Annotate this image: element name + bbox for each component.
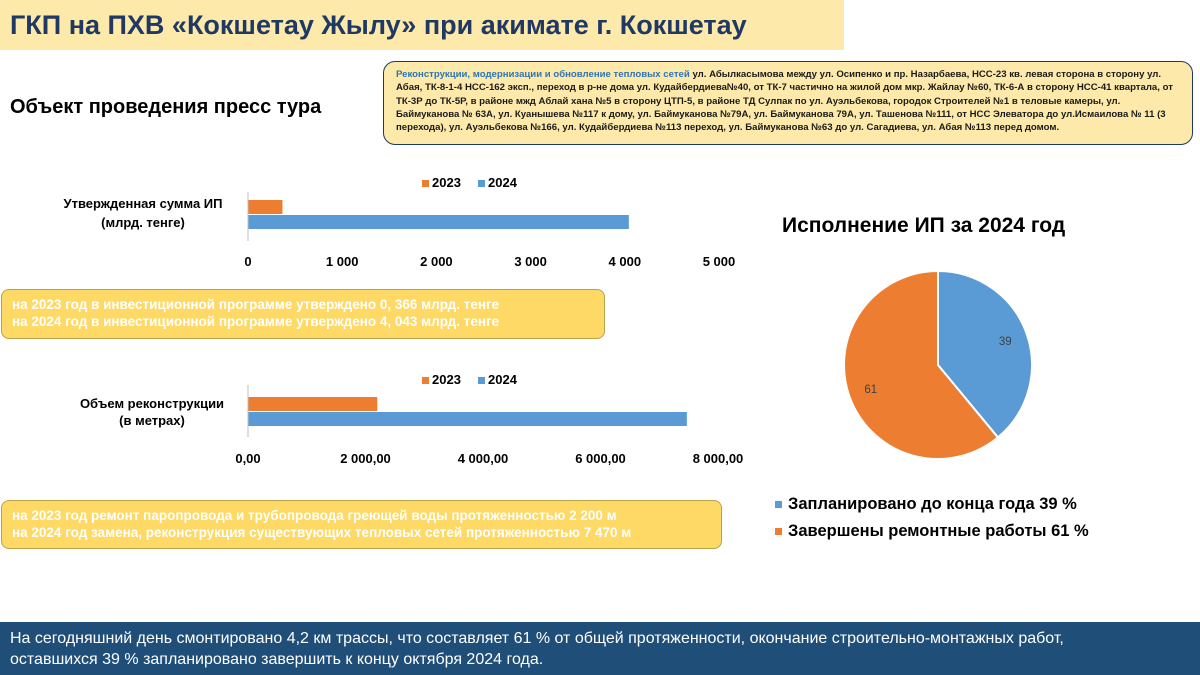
x-tick-label: 0 xyxy=(244,254,252,269)
legend-swatch-completed xyxy=(775,528,782,535)
pie-legend-label-planned: Запланировано до конца года 39 % xyxy=(788,495,1077,513)
x-tick-label: 2 000 xyxy=(420,254,453,269)
x-tick-label: 8 000,00 xyxy=(692,451,744,466)
reconstruction-lead: Реконструкции, модернизации и обновление тепловых сетей xyxy=(396,69,690,80)
bar-2023 xyxy=(248,397,377,411)
legend-swatch-planned xyxy=(775,501,782,508)
x-tick-label: 1 000 xyxy=(325,254,359,269)
category-label: Утвержденная сумма ИП xyxy=(63,196,223,211)
legend-label-2024: 2024 xyxy=(488,175,517,190)
x-tick-label: 3 000 xyxy=(514,254,547,269)
footer-summary xyxy=(0,622,1200,675)
legend-swatch-2023 xyxy=(422,377,429,384)
x-tick-label: 4 000,00 xyxy=(457,451,509,466)
footer-line-2: оставшихся 39 % запланировано завершить к концу октября 2024 года. xyxy=(10,651,544,668)
category-label: (млрд. тенге) xyxy=(101,215,185,230)
x-tick-label: 0,00 xyxy=(235,451,261,466)
pie-legend-label-completed: Завершены ремонтные работы 61 % xyxy=(788,522,1089,540)
x-tick-label: 4 000 xyxy=(608,254,642,269)
pie-chart-title: Исполнение ИП за 2024 год xyxy=(782,214,1066,237)
press-tour-subtitle: Объект проведения пресс тура xyxy=(10,96,322,118)
pie-slice-label-0: 39 xyxy=(998,335,1012,348)
repair-2023-text: на 2023 год ремонт паропровода и трубопровода греющей воды протяженностью 2 200 м xyxy=(12,508,617,523)
footer-line-1: На сегодняшний день смонтировано 4,2 км трассы, что составляет 61 % от общей протяженности, окончание строительно-монтажных работ, xyxy=(10,630,1064,647)
legend-label-2023: 2023 xyxy=(432,372,461,387)
legend-label-2024: 2024 xyxy=(488,372,517,387)
legend-label-2023: 2023 xyxy=(432,175,461,190)
reconstruction-text: ул. Абылкасымова между ул. Осипенко и пр. Назарбаева, НСС-23 кв. левая сторона в сторону ул. Абая, ТК-8-1-4 НСС-162 эксп., переход в р-не дома ул. Кудайбердиева№40, от ТК-7 частично на жилой дом мкр. Жайлау №60, ТК-6-А в сторону НСС-41 квартала, от ТК-3Р до ТК-5Р, в районе мжд Аблай хана №5 в сторону ЦТП-5, в районе ТД Сулпак по ул. Ауэльбекова, городок Строителей №1 в теловые камеры, ул. Баймуканова № 63А, ул. Куанышева №117 к дому, ул. Баймуканова №79А, ул. Баймуканова 79А, ул. Ташенова №111, от НСС Элеватора до ул.Исмаилова № 11 (3 перехода), ул. Ауэльбекова №166, ул. Кудайбердиева №113 переход, ул. Баймуканова №63 до ул. Сагадиева, ул. Абая №113 перед домом. xyxy=(396,69,1173,134)
bar-2023 xyxy=(248,200,282,214)
pie-legend-item-completed xyxy=(775,518,1089,545)
repair-2024-text: на 2024 год замена, реконструкция существующих тепловых сетей протяженностью 7 470 м xyxy=(12,525,632,540)
category-label: (в метрах) xyxy=(119,413,185,428)
pie-legend xyxy=(775,491,1089,545)
legend-swatch-2023 xyxy=(422,180,429,187)
category-label: Объем реконструкции xyxy=(79,396,225,411)
investment-info-box xyxy=(1,289,605,339)
page-title: ГКП на ПХВ «Кокшетау Жылу» при акимате г. Кокшетау xyxy=(10,10,747,40)
legend-swatch-2024 xyxy=(478,180,485,187)
pie-slice-label-1: 61 xyxy=(864,384,878,397)
bar-2024 xyxy=(248,412,687,426)
investment-2024-text: на 2024 год в инвестиционной программе утверждено 4, 043 млрд. тенге xyxy=(12,314,500,329)
legend-swatch-2024 xyxy=(478,377,485,384)
bar-2024 xyxy=(248,215,629,229)
x-tick-label: 2 000,00 xyxy=(340,451,391,466)
x-tick-label: 6 000,00 xyxy=(575,451,626,466)
reconstruction-info-box xyxy=(1,500,722,549)
pie-legend-item-planned xyxy=(775,491,1089,518)
investment-2023-text: на 2023 год в инвестиционной программе утверждено 0, 366 млрд. тенге xyxy=(12,297,500,312)
x-tick-label: 5 000 xyxy=(702,254,736,269)
